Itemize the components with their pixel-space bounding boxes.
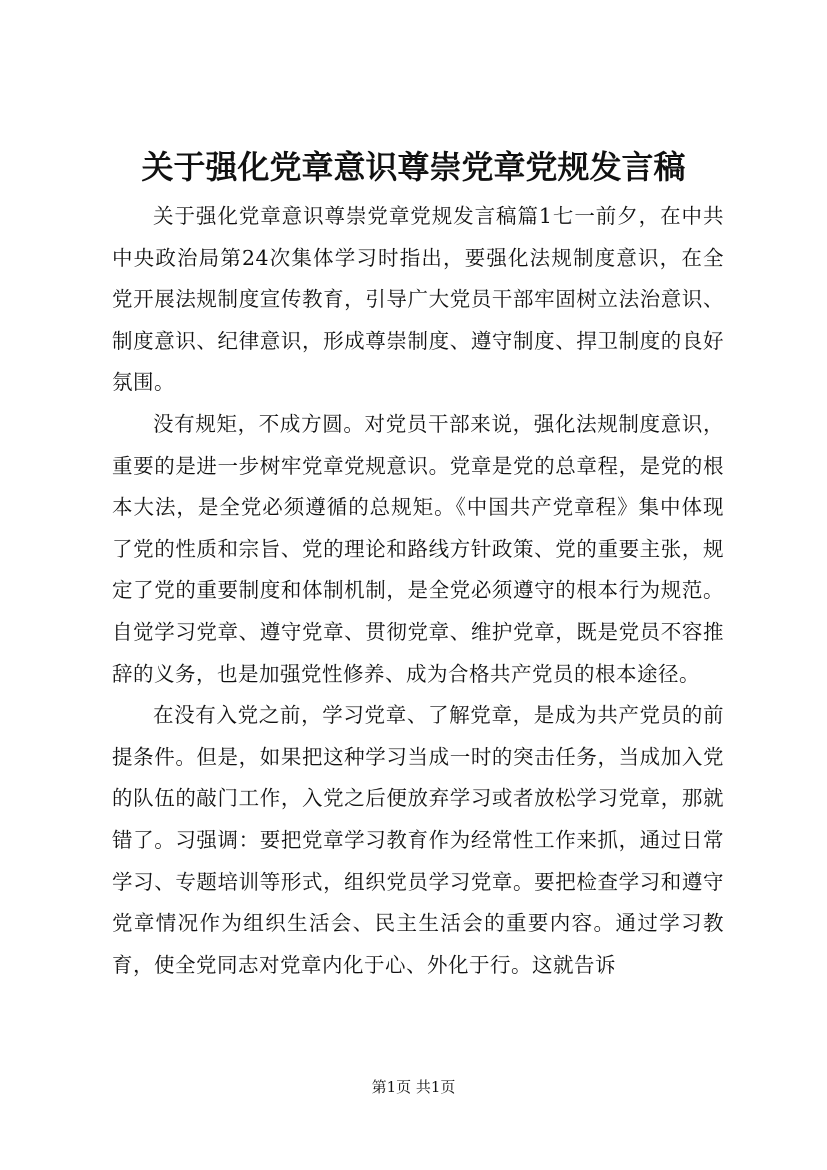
document-title: 关于强化党章意识尊崇党章党规发言稿: [141, 148, 686, 186]
document-body: [112, 196, 724, 986]
paragraph-3: 在没有入党之前，学习党章、了解党章，是成为共产党员的前提条件。但是，如果把这种学习当成一时的突击任务，当成加入党的队伍的敲门工作，入党之后便放弃学习或者放松学习党章，那就错了。习强调：要把党章学习教育作为经常性工作来抓，通过日常学习、专题培训等形式，组织党员学习党章。要把检查学习和遵守党章情况作为组织生活会、民主生活会的重要内容。通过学习教育，使全党同志对党章内化于心、外化于行。这就告诉: [112, 703, 724, 977]
paragraph-1: 关于强化党章意识尊崇党章党规发言稿篇1七一前夕，在中共中央政治局第24次集体学习时指出，要强化法规制度意识，在全党开展法规制度宣传教育，引导广大党员干部牢固树立法治意识、制度意识、纪律意识，形成尊崇制度、遵守制度、捍卫制度的良好氛围。: [112, 204, 724, 395]
paragraph-2: 没有规矩，不成方圆。对党员干部来说，强化法规制度意识，重要的是进一步树牢党章党规意识。党章是党的总章程，是党的根本大法，是全党必须遵循的总规矩。《中国共产党章程》集中体现了党的性质和宗旨、党的理论和路线方针政策、党的重要主张，规定了党的重要制度和体制机制，是全党必须遵守的根本行为规范。自觉学习党章、遵守党章、贯彻党章、维护党章，既是党员不容推辞的义务，也是加强党性修养、成为合格共产党员的根本途径。: [112, 411, 724, 686]
page-number-footer: 第1页 共1页: [371, 1078, 456, 1096]
